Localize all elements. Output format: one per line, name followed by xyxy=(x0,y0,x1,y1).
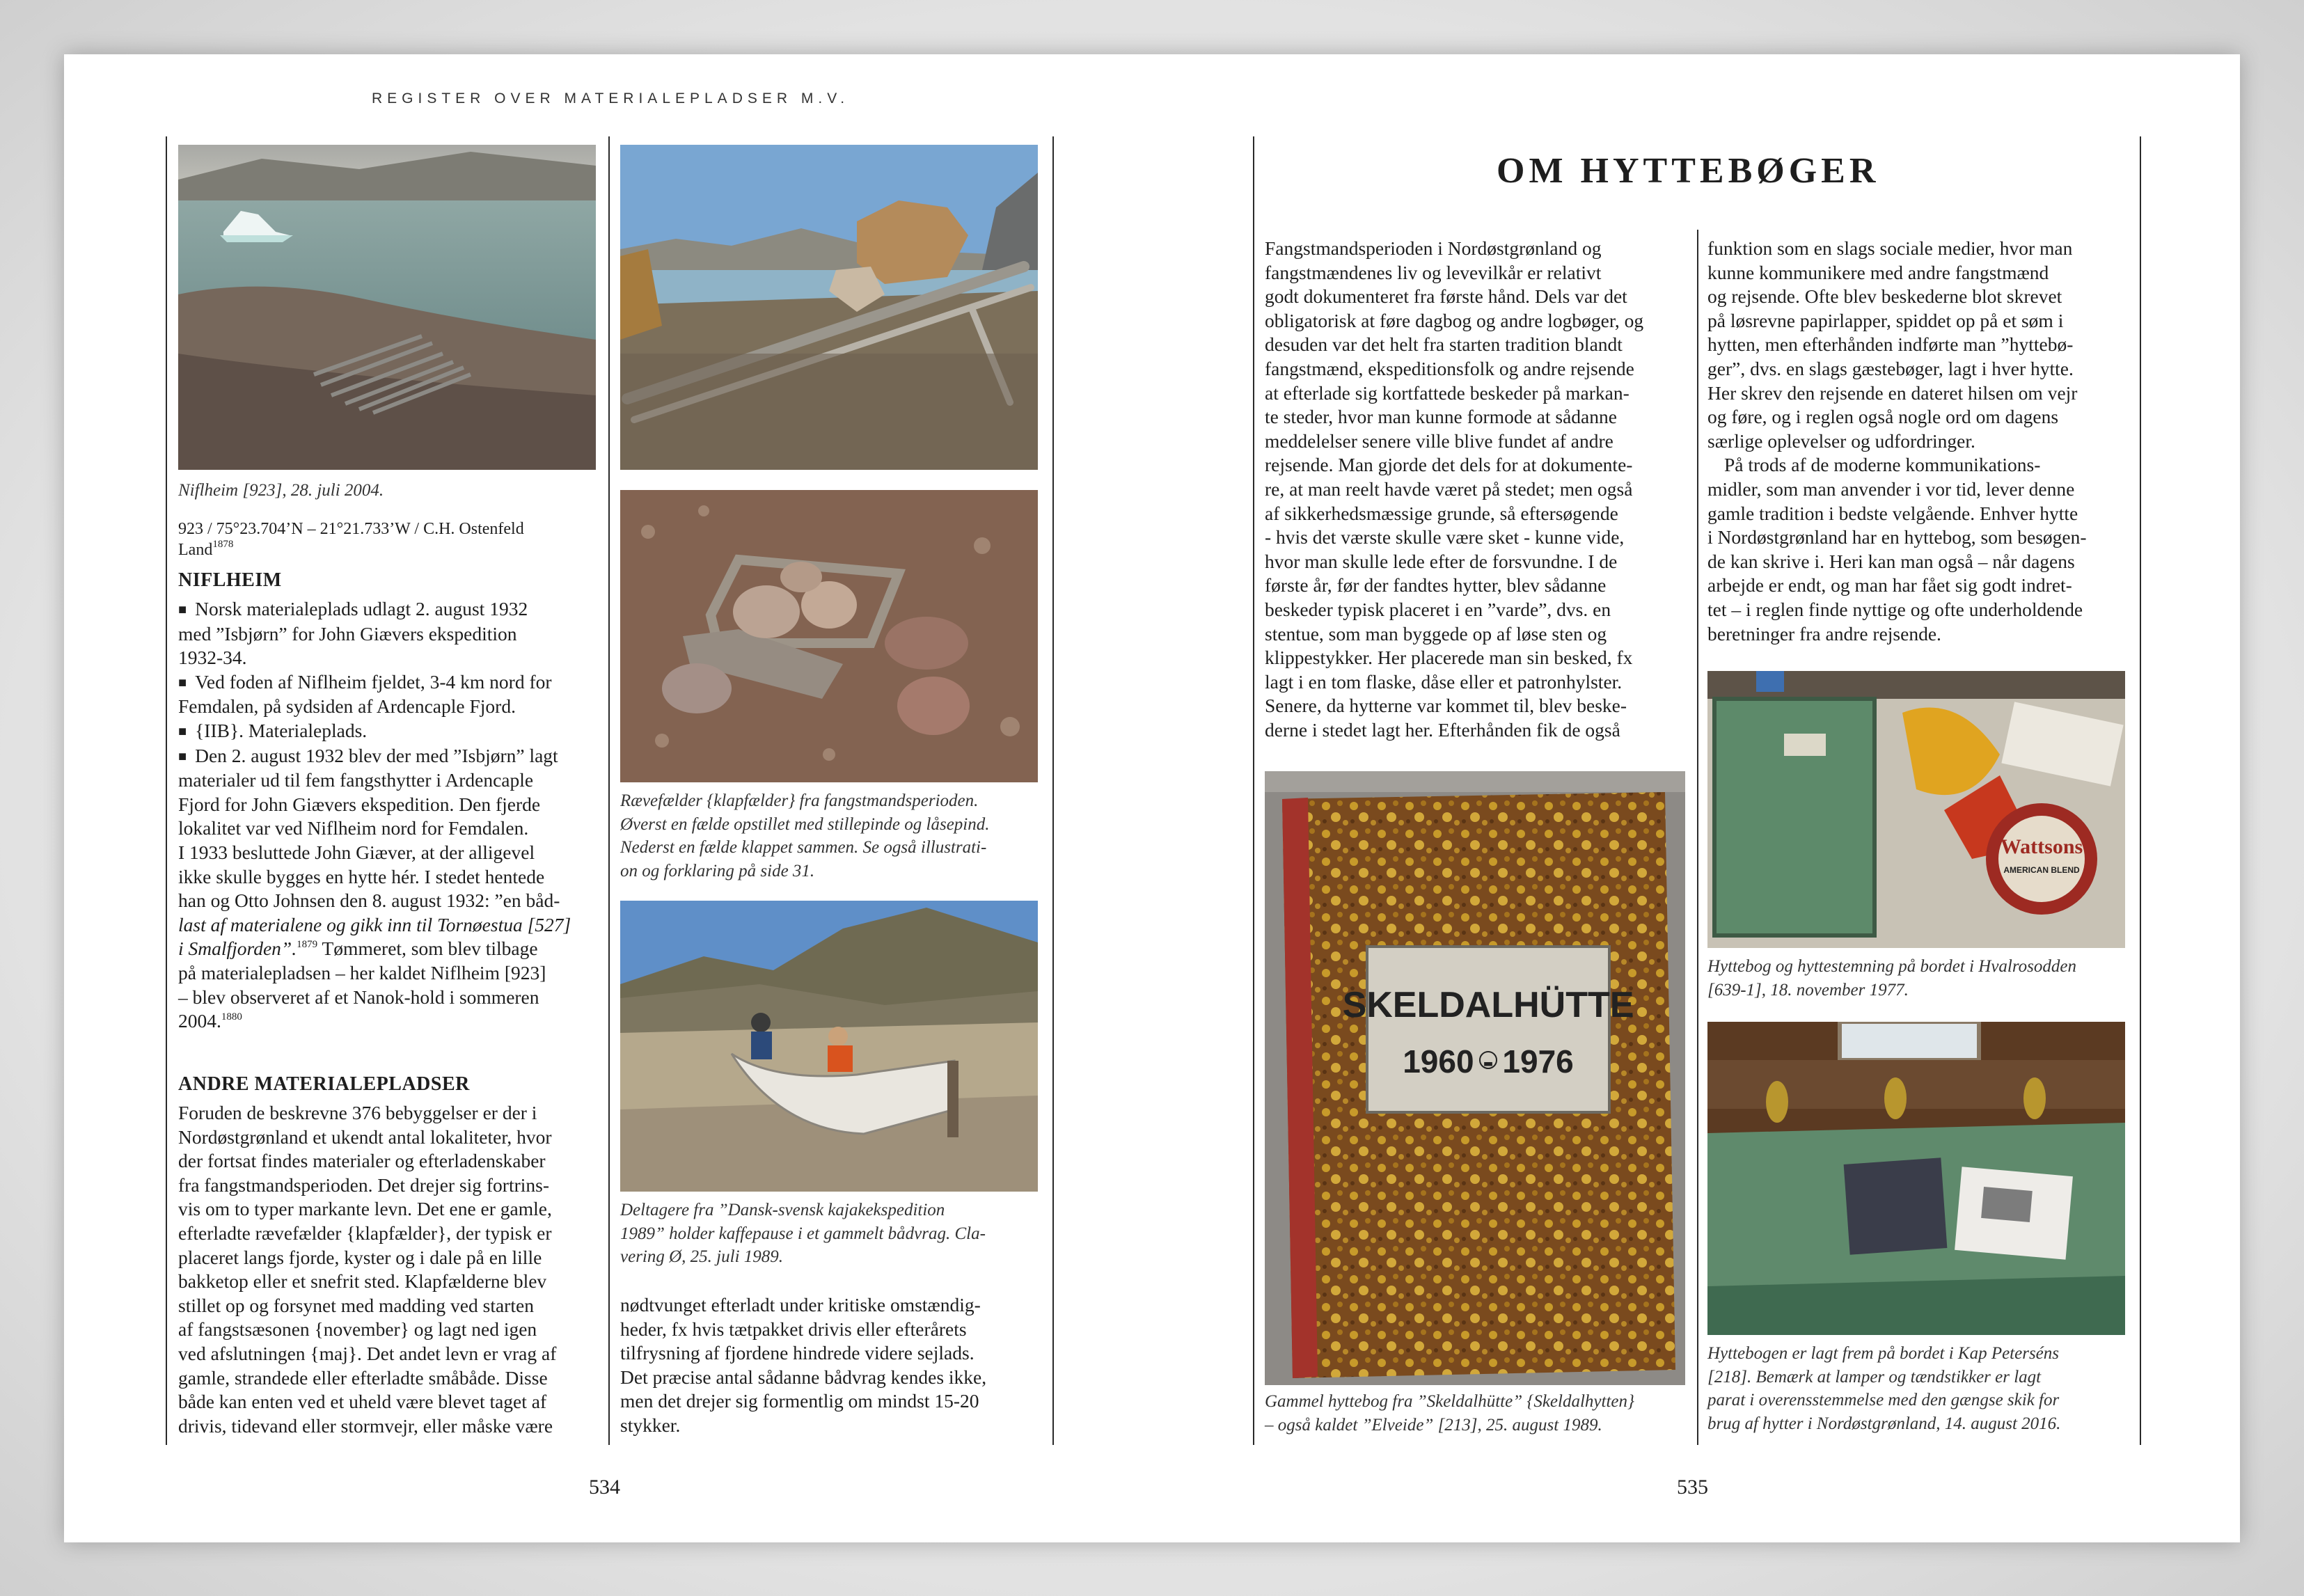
caption-hvalrosodden xyxy=(1707,955,2139,1002)
column-rule xyxy=(1052,136,1054,1445)
tin-label: Wattsons xyxy=(2000,835,2083,858)
caption-line: Deltagere fra ”Dansk-svensk kajakekspedition xyxy=(620,1201,945,1219)
niflheim-body xyxy=(178,597,596,1034)
entry-coordinates xyxy=(178,519,596,560)
text-line: beskeder typisk placeret i en ”varde”, dvs. en xyxy=(1265,598,1611,620)
text-line xyxy=(178,889,596,913)
text-line: tilfrysning af fjordene hindrede videre sejlads. xyxy=(620,1342,975,1364)
photo-hvalrosodden-table xyxy=(1707,671,2125,948)
caption-fox-traps xyxy=(620,789,1045,883)
text-line: - hvis det værste skulle være sket - kunne vide, xyxy=(1265,526,1625,548)
caption-line: Gammel hyttebog fra ”Skeldalhütte” {Skeldalhytten} xyxy=(1265,1392,1635,1411)
book-label-title: SKELDALHÜTTE xyxy=(1342,985,1634,1025)
caption-line: 1989” holder kaffepause i et gammelt bådvrag. Cla- xyxy=(620,1224,986,1243)
text-line: – blev observeret af et Nanok-hold i sommeren xyxy=(178,986,539,1008)
text-line: derne i stedet lagt her. Efterhånden fik de også xyxy=(1265,718,1620,741)
text-line: Femdalen, på sydsiden af Ardencaple Fjord. xyxy=(178,695,516,718)
text-line: lagt i en tom flaske, dåse eller et patronhylster. xyxy=(1265,670,1623,693)
footnote-ref: 1878 xyxy=(212,539,234,550)
text-segment: han og Otto Johnsen den 8. august 1932: ”en båd- xyxy=(178,890,560,912)
caption-line: Øverst en fælde opstillet med stillepinde og låsepind. xyxy=(620,814,990,834)
text-line: stillet op og forsynet med madding ved starten xyxy=(178,1294,534,1316)
column-rule xyxy=(1697,230,1698,1445)
text-line: første år, før der fandtes hytter, blev sådanne xyxy=(1265,574,1607,596)
quote-italic: last af materialene og gikk inn til Tornøestua [527] xyxy=(178,913,571,935)
andre-body xyxy=(178,1101,596,1438)
column-rule xyxy=(608,136,610,1445)
text-line: På trods af de moderne kommunikations- xyxy=(1724,454,2041,476)
text-line xyxy=(178,937,596,961)
caption-kap-petersens xyxy=(1707,1342,2146,1435)
text-segment: 2004. xyxy=(178,1010,221,1032)
heading-andre-materialepladser: ANDRE MATERIALEPLADSER xyxy=(178,1073,470,1095)
caption-line: Hyttebogen er lagt frem på bordet i Kap Peterséns xyxy=(1707,1344,2060,1363)
column-rule xyxy=(2140,136,2141,1445)
text-line: fangstmændenes liv og levevilkår er relativt xyxy=(1265,261,1602,283)
text-line: vis om to typer markante levn. Det ene er gamle, xyxy=(178,1198,552,1220)
text-line: efterladte rævefælder {klapfælder}, der typisk er xyxy=(178,1222,552,1244)
caption-boat-wreck xyxy=(620,1199,1045,1269)
text-line: meddelelser senere ville blive fundet af andre xyxy=(1265,429,1613,452)
text-line: 1932-34. xyxy=(178,647,247,669)
caption-line: Nederst en fælde klappet sammen. Se også illustrati- xyxy=(620,838,987,857)
bullet-item: ■ {IIB}. Materialeplads. xyxy=(178,719,596,744)
caption-line: Rævefælder {klapfælder} fra fangstmandsperioden. xyxy=(620,791,979,810)
photo-skeldalhutte-book xyxy=(1265,771,1685,1385)
text-line: særlige oplevelser og udfordringer. xyxy=(1707,429,1975,452)
caption-line: [639-1], 18. november 1977. xyxy=(1707,980,1909,1000)
text-line: obligatorisk at føre dagbog og andre logbøger, og xyxy=(1265,309,1644,331)
text-line: kunne kommunikere med andre fangstmænd xyxy=(1707,261,2049,283)
text-line: Det præcise antal sådanne bådvrag kendes ikke, xyxy=(620,1366,987,1388)
text-line: af sikkerhedsmæssige grunde, så eftersøgende xyxy=(1265,502,1618,524)
photo-fox-trap-closed xyxy=(620,490,1038,782)
text-line: gamle, strandede eller efterladte småbåde. Disse xyxy=(178,1366,548,1389)
caption-line: brug af hytter i Nordøstgrønland, 14. august 2016. xyxy=(1707,1414,2061,1433)
photo-fox-trap-open xyxy=(620,145,1038,470)
text-line: både kan enten ved et uheld være blevet taget af xyxy=(178,1391,547,1413)
text-line: med ”Isbjørn” for John Giævers ekspedition xyxy=(178,622,517,645)
bullet-item: ■ Norsk materialeplads udlagt 2. august 1932 xyxy=(178,597,596,622)
bullet-item: ■ Ved foden af Niflheim fjeldet, 3-4 km nord for xyxy=(178,670,596,695)
text-line: hvor man skulle lede efter de forsvundne. I de xyxy=(1265,550,1618,572)
caption-line: on og forklaring på side 31. xyxy=(620,861,815,880)
text-line: fangstmænd, ekspeditionsfolk og andre rejsende xyxy=(1265,357,1634,379)
heading-niflheim: NIFLHEIM xyxy=(178,569,282,591)
text-line: tet – i reglen finde nyttige og ofte underholdende xyxy=(1707,598,2083,620)
right-col1-text xyxy=(1265,237,1686,742)
text-line: og rejsende. Ofte blev beskederne blot skrevet xyxy=(1707,285,2062,308)
running-head: REGISTER OVER MATERIALEPLADSER M.V. xyxy=(372,90,850,106)
text-line: drivis, tidevand eller stormvejr, eller måske være xyxy=(178,1414,553,1437)
caption-niflheim-photo: Niflheim [923], 28. juli 2004. xyxy=(178,481,384,500)
footnote-ref: 1879 xyxy=(297,939,318,951)
caption-line: Hyttebog og hyttestemning på bordet i Hvalrosodden xyxy=(1707,957,2077,976)
text-line xyxy=(178,1009,596,1034)
entry-line2: Land xyxy=(178,541,213,559)
text-line: i Nordøstgrønland har en hyttebog, som besøgen- xyxy=(1707,526,2087,548)
right-col2-text xyxy=(1707,237,2129,646)
tin-sublabel: AMERICAN BLEND xyxy=(2003,865,2080,875)
text-line: de kan skrive i. Heri kan man også – når dagens xyxy=(1707,550,2075,572)
text-line: nødtvunget efterladt under kritiske omstændig- xyxy=(620,1294,981,1315)
photo-niflheim xyxy=(178,145,596,470)
text-line: beretninger fra andre rejsende. xyxy=(1707,622,1941,645)
text-line: funktion som en slags sociale medier, hvor man xyxy=(1707,237,2073,259)
bullet-item: ■ Den 2. august 1932 blev der med ”Isbjørn” lagt xyxy=(178,744,596,769)
caption-line: – også kaldet ”Elveide” [213], 25. august 1989. xyxy=(1265,1415,1602,1435)
column-rule xyxy=(1253,136,1254,1445)
footnote-ref: 1880 xyxy=(221,1011,242,1023)
text-line: Fangstmandsperioden i Nordøstgrønland og xyxy=(1265,237,1602,259)
text-line: te steder, hvor man kunne formode at sådanne xyxy=(1265,406,1617,428)
page-number-right: 535 xyxy=(1677,1476,1708,1499)
caption-skeldalhutte xyxy=(1265,1390,1696,1437)
text-line: Fjord for John Giævers ekspedition. Den fjerde xyxy=(178,793,541,815)
text-line: og føre, og i reglen også nogle ord om dagens xyxy=(1707,406,2059,428)
text-line: hytten, men efterhånden indførte man ”hyttebø- xyxy=(1707,333,2074,356)
book-label-years: 1960 - 1976 xyxy=(1403,1043,1574,1080)
page-title: OM HYTTEBØGER xyxy=(1497,151,1880,191)
text-line: fra fangstmandsperioden. Det drejer sig fortrins- xyxy=(178,1174,550,1196)
text-line: Foruden de beskrevne 376 bebyggelser er der i xyxy=(178,1102,537,1123)
text-line: på materialepladsen – her kaldet Niflheim [923] xyxy=(178,961,546,983)
photo-boat-wreck xyxy=(620,901,1038,1192)
quote-italic: i Smalfjorden”. xyxy=(178,938,297,960)
text-line: på løsrevne papirlapper, spiddet op på et søm i xyxy=(1707,309,2064,331)
text-line: rejsende. Man gjorde det dels for at dokumente- xyxy=(1265,454,1633,476)
text-line: Her skrev den rejsende en dateret hilsen om vejr xyxy=(1707,381,2078,404)
text-line: stentue, som man byggede op af løse sten og xyxy=(1265,622,1607,645)
text-line: desuden var det helt fra starten tradition blandt xyxy=(1265,333,1623,356)
caption-line: [218]. Bemærk at lamper og tændstikker er lagt xyxy=(1707,1367,2042,1386)
text-line: klippestykker. Her placerede man sin besked, fx xyxy=(1265,647,1633,669)
text-line: at efterlade sig kortfattede beskeder på markan- xyxy=(1265,381,1630,404)
text-line: ved afslutningen {maj}. Det andet levn er vrag af xyxy=(178,1342,557,1364)
column-rule xyxy=(166,136,167,1445)
text-line: af fangstsæsonen {november} og lagt ned igen xyxy=(178,1318,537,1341)
text-line: gamle tradition i bedste velgående. Enhver hytte xyxy=(1707,502,2078,524)
caption-line: vering Ø, 25. juli 1989. xyxy=(620,1247,784,1266)
text-line: Nordøstgrønland et ukendt antal lokaliteter, hvor xyxy=(178,1125,552,1148)
text-line: placeret langs fjorde, kyster og i dale på en lille xyxy=(178,1246,542,1268)
text-line: ger”, dvs. en slags gæstebøger, lagt i hver hytte. xyxy=(1707,357,2074,379)
text-line: arbejde er endt, og man har fået sig godt indret- xyxy=(1707,574,2072,596)
caption-line: parat i overensstemmelse med den gængse skik for xyxy=(1707,1391,2060,1409)
text-line: heder, fx hvis tætpakket drivis eller efterårets xyxy=(620,1318,967,1340)
text-line: der fortsat findes materialer og efterladenskaber xyxy=(178,1150,546,1172)
text-line xyxy=(178,913,596,938)
page-number-left: 534 xyxy=(589,1476,620,1499)
text-line: bakketop eller et snefrit sted. Klapfælderne blev xyxy=(178,1270,547,1293)
text-line: midler, som man anvender i vor tid, lever denne xyxy=(1707,477,2075,500)
text-line: re, at man reelt havde været på stedet; men også xyxy=(1265,477,1633,500)
text-line: Senere, da hytterne var kommet til, blev beske- xyxy=(1265,695,1627,717)
text-segment: Tømmeret, som blev tilbage xyxy=(322,938,538,960)
text-line: men det drejer sig formentlig om mindst 15-20 xyxy=(620,1390,979,1412)
text-line: I 1933 besluttede John Giæver, at der alligevel xyxy=(178,841,535,863)
text-line: godt dokumenteret fra første hånd. Dels var det xyxy=(1265,285,1627,308)
text-line: materialer ud til fem fangsthytter i Ardencaple xyxy=(178,769,534,791)
text-line: stykker. xyxy=(620,1414,681,1436)
col2-continuation xyxy=(620,1293,1045,1438)
text-line: ikke skulle bygges en hytte hér. I stedet hentede xyxy=(178,865,545,887)
text-line: lokalitet var ved Niflheim nord for Femdalen. xyxy=(178,817,529,839)
photo-kap-petersens-table xyxy=(1707,1022,2125,1335)
entry-line1: 923 / 75°23.704’N – 21°21.733’W / C.H. Ostenfeld xyxy=(178,520,524,538)
